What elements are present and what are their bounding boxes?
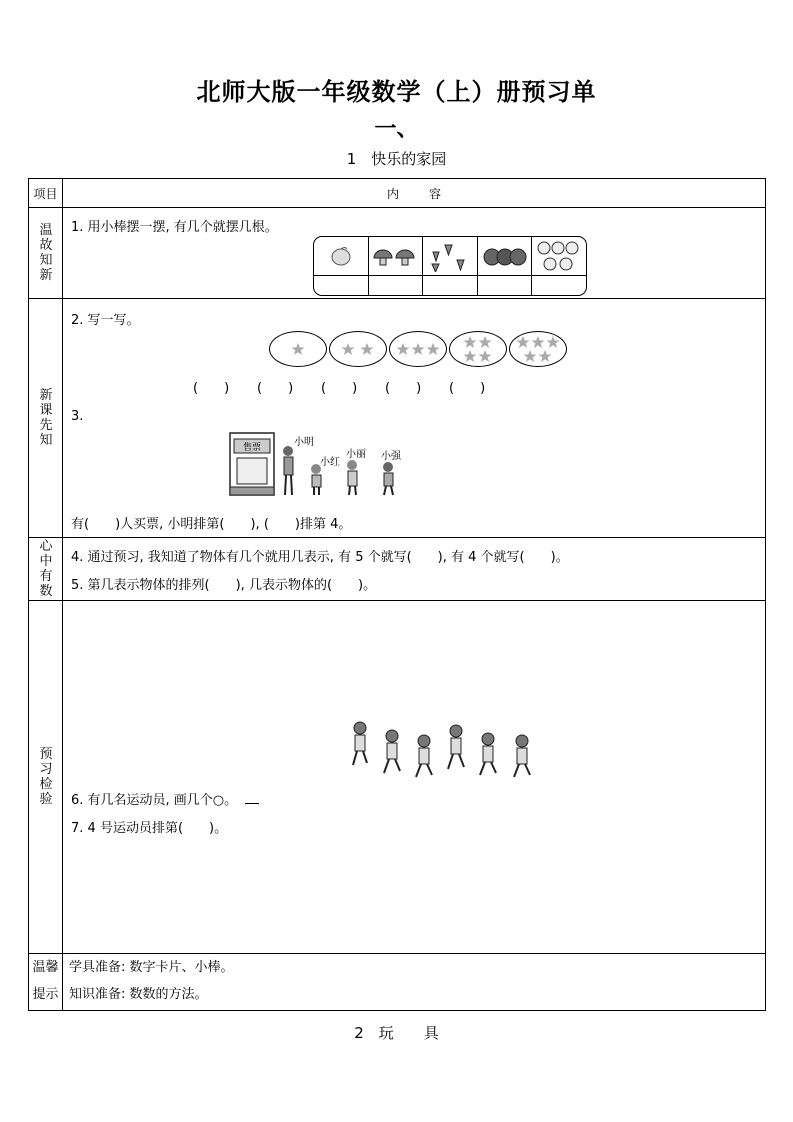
row-label-review: 温故知新: [29, 208, 63, 299]
oval-5-stars: [509, 331, 567, 367]
table-row-check: [29, 601, 766, 954]
star-icon: [341, 342, 375, 356]
row-label-tips: 温馨 提示: [29, 954, 63, 1011]
lesson-title: 1 快乐的家园: [346, 150, 447, 168]
question-2: 2. 写一写。: [71, 313, 140, 328]
row-content-knowing: [63, 538, 766, 601]
answer-cell-3[interactable]: [423, 276, 478, 296]
oval-1-star: [269, 331, 327, 367]
person-xiaoming-icon: [283, 446, 293, 495]
strawberry-icon: [423, 237, 478, 275]
row-label-new-lesson: 新课先知: [29, 299, 63, 538]
oval-4-stars: [449, 331, 507, 367]
question-1: 1. 用小棒摆一摆, 有几个就摆几根。: [71, 220, 278, 235]
row-content-new-lesson: [63, 299, 766, 538]
page-title: 北师大版一年级数学（上）册预习单: [196, 78, 597, 106]
answer-cell-5[interactable]: [532, 276, 586, 296]
oval-3-stars: [389, 331, 447, 367]
runner-6-icon: [514, 735, 530, 777]
answer-paren-2[interactable]: ( ): [257, 381, 294, 396]
unit-number: 一、: [374, 117, 419, 142]
svg-text:售票: 售票: [242, 443, 262, 453]
peach-icon: [314, 237, 369, 275]
answer-paren-4[interactable]: ( ): [385, 381, 422, 396]
next-lesson-title: 2 玩 具: [354, 1024, 439, 1042]
table-row-knowing: [29, 538, 766, 601]
header-item: 项目: [29, 179, 63, 208]
question-3-line: 有( )人买票, 小明排第( ), ( )排第 4。: [71, 517, 352, 532]
question-6-text: 6. 有几名运动员, 画几个○。: [71, 793, 238, 808]
tip-tools: 学具准备: 数字卡片、小棒。: [69, 960, 234, 975]
table-header-row: [29, 179, 766, 208]
star-ovals: [269, 331, 567, 367]
question-7: 7. 4 号运动员排第( )。: [71, 821, 228, 836]
header-content: 内容: [63, 179, 766, 208]
question-6: [71, 789, 259, 808]
name-xiaoli: 小丽: [346, 449, 366, 460]
person-xiaohong-icon: [311, 464, 321, 495]
row-content-tips: [63, 954, 766, 1011]
fruit-counting-box: [313, 236, 587, 296]
question-4: 4. 通过预习, 我知道了物体有几个就用几表示, 有 5 个就写( ), 有 4 个就写( )。: [71, 550, 569, 565]
oval-answer-row: [193, 377, 493, 396]
table-row-tips: [29, 954, 766, 1011]
question-5: 5. 第几表示物体的排列( ), 几表示物体的( )。: [71, 578, 377, 593]
person-xiaoli-icon: [347, 460, 357, 495]
table-row-review: [29, 208, 766, 299]
question-3: 3.: [71, 409, 84, 424]
answer-paren-3[interactable]: ( ): [321, 381, 358, 396]
star-icon: [291, 342, 305, 356]
name-xiaohong: 小红: [320, 457, 340, 468]
runner-4-icon: [448, 725, 464, 769]
name-xiaoqiang: 小强: [381, 451, 401, 462]
answer-paren-1[interactable]: ( ): [193, 381, 230, 396]
row-content-review: [63, 208, 766, 299]
table-row-new-lesson: [29, 299, 766, 538]
row-content-check: [63, 601, 766, 954]
row-label-check: 预习检验: [29, 601, 63, 954]
mushroom-icon: [369, 237, 424, 275]
apple-icon: [532, 237, 586, 275]
answer-cell-1[interactable]: [314, 276, 369, 296]
runner-2-icon: [384, 730, 400, 773]
oval-2-stars: [329, 331, 387, 367]
preview-table: [28, 178, 766, 1011]
runners-illustration: [340, 719, 552, 783]
star-icon: [463, 335, 493, 363]
row-label-knowing: 心中有数: [29, 538, 63, 601]
runner-1-icon: [353, 722, 367, 765]
name-xiaoming: 小明: [294, 437, 314, 448]
answer-cell-4[interactable]: [478, 276, 533, 296]
runner-3-icon: [416, 735, 432, 777]
star-icon: [516, 335, 560, 363]
ticket-booth-icon: [230, 433, 274, 495]
answer-cell-2[interactable]: [369, 276, 424, 296]
runner-5-icon: [480, 733, 496, 775]
tip-knowledge: 知识准备: 数数的方法。: [69, 987, 208, 1002]
star-icon: [396, 342, 440, 356]
answer-blank[interactable]: [245, 803, 259, 804]
ticket-queue-illustration: [228, 431, 413, 503]
person-xiaoqiang-icon: [383, 462, 393, 495]
answer-paren-5[interactable]: ( ): [449, 381, 486, 396]
tomato-icon: [478, 237, 533, 275]
